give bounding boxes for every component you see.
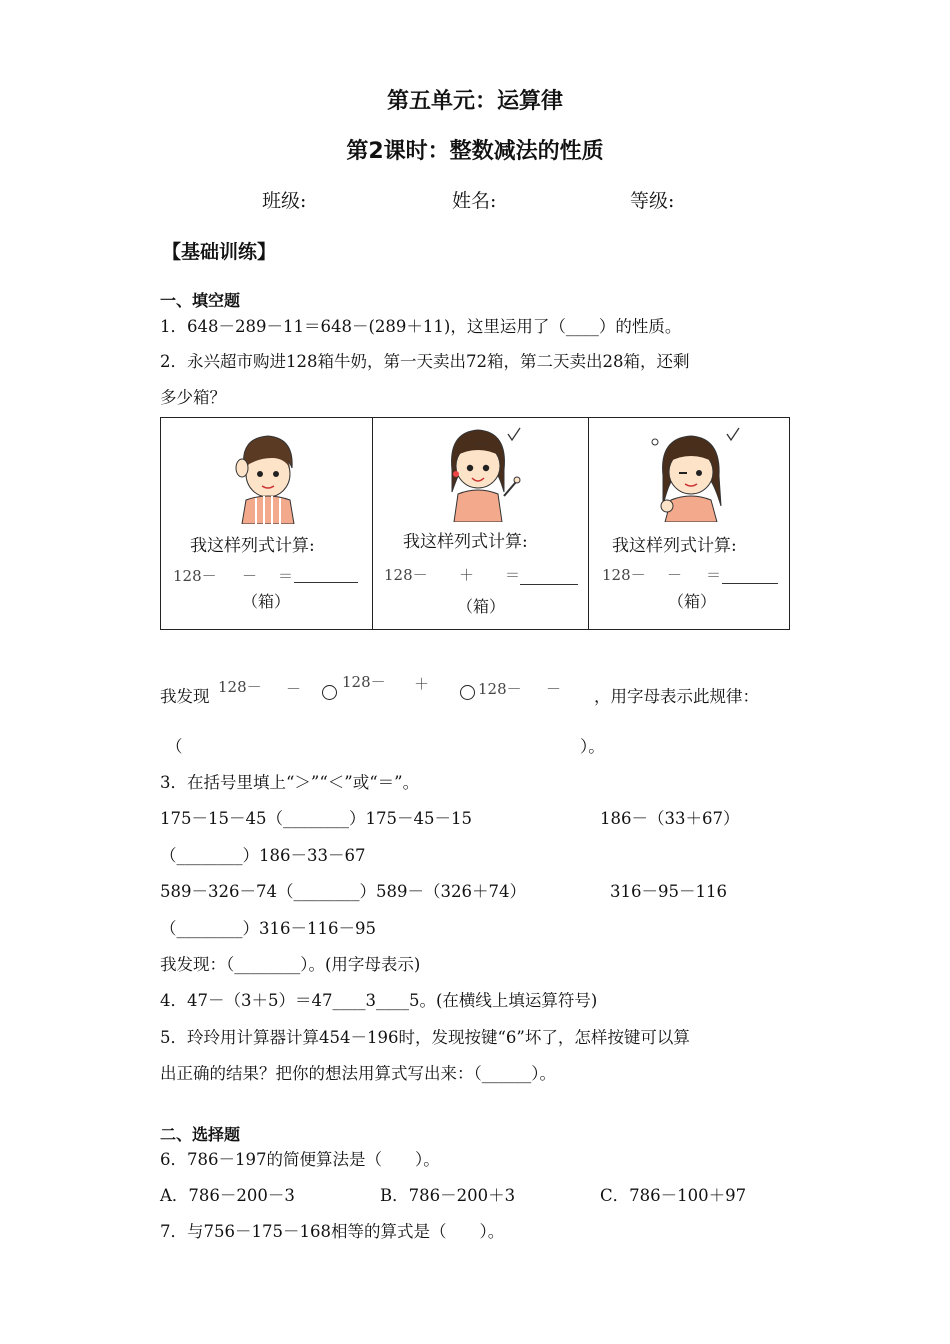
cell3-answer-blank — [722, 583, 778, 584]
name-label: 姓名: — [452, 190, 497, 212]
section-basic-training: 【基础训练】 — [162, 241, 277, 263]
cell3-formula-op: － — [667, 566, 683, 584]
question-3-b: 186－（33＋67） — [600, 809, 740, 828]
cell2-formula-start: 128－ — [384, 566, 428, 584]
question-6-option-c[interactable]: C．786－100＋97 — [600, 1186, 747, 1205]
cell1-formula-start: 128－ — [173, 567, 217, 585]
question-3-b-cont: （________）186－33－67 — [160, 846, 366, 865]
question-3-d: 316－95－116 — [610, 882, 727, 901]
discover-suffix: ，用字母表示此规律： — [594, 687, 759, 706]
unit-title: 第五单元：运算律 — [386, 89, 563, 114]
question-4: 4．47－（3＋5）＝47____3____5。(在横线上填运算符号) — [160, 991, 598, 1010]
cell1-answer-blank — [294, 582, 358, 583]
discover-expr-a-start: 128－ — [218, 678, 262, 696]
lesson-title: 第2课时：整数减法的性质 — [346, 139, 604, 164]
cell2-answer-blank — [520, 584, 578, 585]
question-5-line2: 出正确的结果？把你的想法用算式写出来：（______）。 — [160, 1064, 556, 1083]
table-divider — [588, 418, 589, 629]
cell3-unit: （箱） — [668, 592, 717, 611]
question-3-finding: 我发现：（________）。(用字母表示) — [160, 955, 421, 974]
question-3: 3．在括号里填上“＞”“＜”或“＝”。 — [160, 773, 420, 792]
discover-expr-b-op: ＋ — [414, 675, 430, 693]
cell2-unit: （箱） — [457, 597, 506, 616]
cell3-formula-start: 128－ — [602, 566, 646, 584]
rule-paren-close: ）。 — [580, 737, 605, 756]
question-6: 6．786－197的简便算法是（ ）。 — [160, 1150, 440, 1169]
question-6-option-a[interactable]: A．786－200－3 — [160, 1186, 295, 1205]
cell1-unit: （箱） — [242, 592, 291, 611]
cell2-caption: 我这样列式计算: — [403, 532, 528, 552]
girl-pointing-illustration — [430, 422, 530, 522]
rule-paren-open: （ — [166, 737, 183, 756]
discover-expr-c-start: 128－ — [478, 680, 522, 698]
cell1-caption: 我这样列式计算: — [190, 536, 315, 556]
question-3-d-cont: （________）316－116－95 — [160, 919, 376, 938]
part2-heading: 二、选择题 — [160, 1125, 241, 1144]
cell3-formula-eq: ＝ — [706, 566, 722, 584]
table-divider — [372, 418, 373, 629]
cell1-formula-eq: ＝ — [278, 567, 294, 585]
grade-label: 等级: — [630, 190, 675, 212]
question-3-c: 589－326－74（________）589－（326＋74） — [160, 882, 526, 901]
cell2-formula-eq: ＝ — [505, 566, 521, 584]
compare-circle-2[interactable] — [460, 685, 475, 700]
discover-expr-a-op: － — [286, 680, 302, 698]
question-6-option-b[interactable]: B．786－200＋3 — [380, 1186, 516, 1205]
part1-heading: 一、填空题 — [160, 291, 241, 310]
cell2-formula-op: ＋ — [459, 566, 475, 584]
class-label: 班级: — [262, 190, 307, 212]
question-2-line1: 2．永兴超市购进128箱牛奶，第一天卖出72箱，第二天卖出28箱，还剩 — [160, 352, 690, 371]
question-2-line2: 多少箱？ — [160, 388, 226, 407]
question-3-a: 175－15－45（________）175－45－15 — [160, 809, 472, 828]
question-7: 7．与756－175－168相等的算式是（ ）。 — [160, 1222, 505, 1241]
cell3-caption: 我这样列式计算: — [612, 536, 737, 556]
question-1: 1．648－289－11＝648－(289＋11)，这里运用了（____）的性质。 — [160, 317, 682, 336]
boy-thinking-illustration — [228, 428, 308, 524]
question-5-line1: 5．玲玲用计算器计算454－196时，发现按键“6”坏了，怎样按键可以算 — [160, 1028, 690, 1047]
discover-expr-c-op: － — [546, 680, 562, 698]
discover-expr-b-start: 128－ — [342, 673, 386, 691]
girl-winking-illustration — [645, 426, 745, 522]
cell1-formula-op: － — [242, 567, 258, 585]
discover-prefix: 我发现 — [160, 687, 210, 706]
compare-circle-1[interactable] — [322, 685, 337, 700]
